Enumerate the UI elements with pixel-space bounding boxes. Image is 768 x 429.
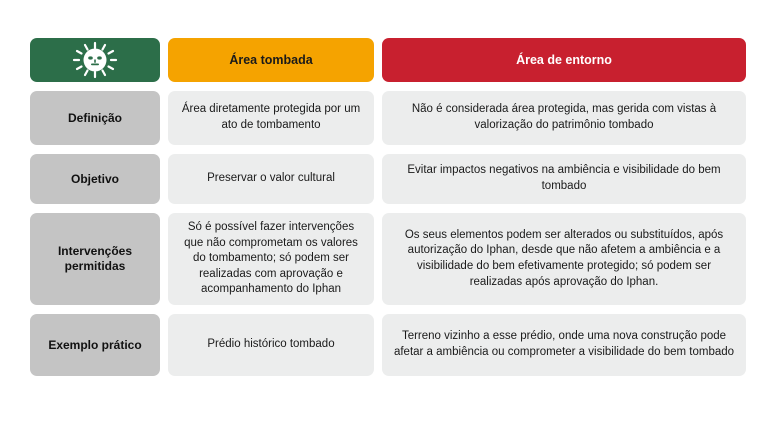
row-label-text: Exemplo prático	[48, 337, 142, 352]
table-header-row	[30, 38, 738, 82]
row-label	[30, 213, 160, 305]
cell-area-tombada-text: Prédio histórico tombado	[207, 338, 335, 351]
cell-area-entorno-text: Terreno vizinho a esse prédio, onde uma nova construção pode afetar a ambiência ou comprometer a visibilidade do bem tombado	[393, 330, 735, 358]
row-label-text: Intervenções permitidas	[57, 244, 133, 273]
cell-area-tombada-text: Área diretamente protegida por um ato de tombamento	[181, 103, 361, 131]
cell-area-tombada-text: Preservar o valor cultural	[207, 172, 335, 185]
row-label-text: Definição	[67, 110, 122, 125]
table-row	[30, 314, 738, 376]
table-row	[30, 91, 738, 145]
cell-area-tombada	[168, 314, 374, 376]
cell-area-entorno-text: Evitar impactos negativos na ambiência e visibilidade do bem tombado	[407, 164, 721, 192]
cell-area-tombada	[168, 154, 374, 204]
cell-area-entorno	[382, 213, 746, 305]
header-area-tombada	[168, 38, 374, 82]
row-label-text: Objetivo	[70, 171, 119, 186]
iphan-sun-logo-icon	[30, 38, 160, 82]
header-area-tombada-label: Área tombada	[229, 53, 313, 67]
comparison-table	[30, 38, 738, 376]
cell-area-entorno	[382, 154, 746, 204]
row-label	[30, 91, 160, 145]
cell-area-entorno-text: Os seus elementos podem ser alterados ou substituídos, após autorização do Iphan, desde que não afetem a ambiência e a visibilidade do bem efetivamente protegido; só podem ser realizadas após aprovação do Iphan.	[404, 228, 724, 288]
cell-area-tombada	[168, 213, 374, 305]
cell-area-entorno	[382, 91, 746, 145]
row-label	[30, 314, 160, 376]
table-row	[30, 213, 738, 305]
table-row	[30, 154, 738, 204]
header-area-entorno	[382, 38, 746, 82]
row-label	[30, 154, 160, 204]
cell-area-tombada	[168, 91, 374, 145]
cell-area-tombada-text: Só é possível fazer intervenções que não comprometam os valores do tombamento; só podem ser realizadas com aprovação e acompanhamento do Iphan	[184, 221, 358, 296]
cell-area-entorno	[382, 314, 746, 376]
cell-area-entorno-text: Não é considerada área protegida, mas gerida com vistas à valorização do patrimônio tombado	[411, 103, 717, 131]
header-area-entorno-label: Área de entorno	[516, 53, 612, 67]
